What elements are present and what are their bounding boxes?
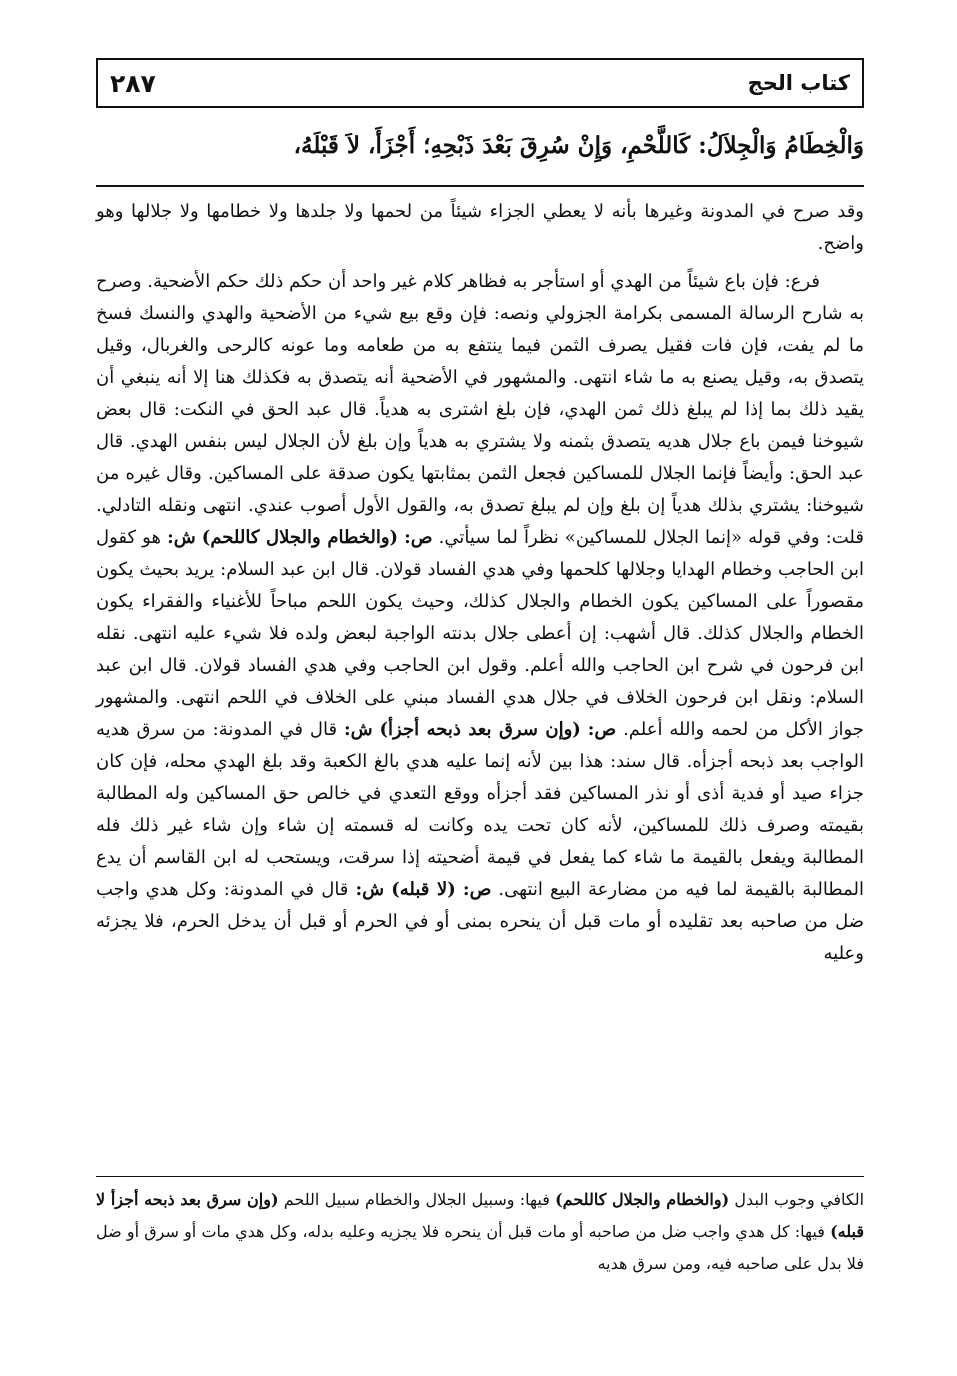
footnote-divider bbox=[96, 1176, 864, 1177]
footnote-text-2: فيها: كل هدي واجب ضل من صاحبه أو مات قبل أن ينحره فلا يجزيه وعليه بدله، وكل هدي مات أو سرق أو ضل فلا بدل على صاحبه فيه، ومن سرق هديه bbox=[96, 1222, 864, 1273]
commentary-body bbox=[96, 196, 864, 976]
footnote-paragraph bbox=[96, 1184, 864, 1280]
footnote-text-1: فيها: وسبيل الجلال والخطام سبيل اللحم bbox=[283, 1190, 550, 1209]
footnote-matn-1: (والخطام والجلال كاللحم) bbox=[555, 1190, 730, 1209]
shin-label: ش: bbox=[167, 527, 196, 548]
footnote-intro: الكافي وجوب البدل bbox=[734, 1190, 865, 1209]
shin-label: ش: bbox=[343, 719, 373, 740]
commentary-text-suriqa: قال في المدونة: من سرق هديه الواجب بعد ذبحه أجزأه. قال سند: هذا بين لأنه إنما عليه هدي بالغ الكعبة وقد بلغ الهدي محله، فإن كان جزاء صيد أو فدية أذى أو نذر المساكين فقد أجزأه ووقع التعدي في خالص حق المساكين وله المطالبة بقيمته وصرف ذلك للمساكين، لأنه كان تحت يده وكانت له قسمته إن شاء وإن شاء غير ذلك فله المطالبة ويفعل بالقيمة ما شاء كما يفعل في قيمة أضحيته إذا سرقت، ويستحب له ابن القاسم أن يدع المطالبة بالقيمة لما فيه من مضارعة البيع انتهى. bbox=[96, 719, 864, 900]
footnote-matn-2: (وإن سرق بعد ذبحه أجزأ لا قبله) bbox=[96, 1190, 864, 1241]
commentary-text-far: فرع: فإن باع شيئاً من الهدي أو استأجر به فظاهر كلام غير واحد أن حكم ذلك حكم الأضحية. وصرح به شارح الرسالة المسمى بكرامة الجزولي ونصه: فإن وقع بيع شيء من الأضحية والهدي والنسك فسخ ما لم يفت، فإن فات فقيل يصرف الثمن فيما ينتفع به من طعامه وما عونه كالرحى والغربال، وقيل يتصدق به، وقيل يصنع به ما شاء انتهى. والمشهور في الأضحية أنه يتصدق به فكذلك هنا إلا أنه ينبغي أن يقيد ذلك بما إذا لم يبلغ ذلك ثمن الهدي، فإن بلغ اشترى به هدياً. قال عبد الحق في النكت: قال بعض شيوخنا فيمن باع جلال هديه يتصدق بثمنه ولا يشتري به هدياً وإن بلغ لأن الجلال ليس بنفس الهدي. قال عبد الحق: وأيضاً فإنما الجلال للمساكين فجعل الثمن بمثابتها يكون صدقة على المساكين. وقال غيره من شيوخنا: يشتري بذلك هدياً إن بلغ وإن لم يبلغ تصدق به، والقول الأول أصوب عندي. انتهى ونقله التادلي. قلت: وفي قوله «إنما الجلال للمساكين» نظراً لما سيأتي. bbox=[96, 271, 864, 548]
commentary-paragraph-1: وقد صرح في المدونة وغيرها بأنه لا يعطي الجزاء شيئاً من لحمها ولا جلدها ولا خطامها ولا جلالها وهو واضح. bbox=[96, 201, 864, 254]
commentary-paragraph-2 bbox=[96, 266, 864, 970]
matn-quote-khitam: (والخطام والجلال كاللحم) bbox=[201, 527, 399, 548]
sad-label: ص: bbox=[587, 719, 617, 740]
book-title: كتاب الحج bbox=[747, 71, 850, 95]
commentary-text-qablahu: قال في المدونة: وكل هدي واجب ضل من صاحبه بعد تقليده أو مات قبل أن ينحره بمنى أو في الحرم أو قبل أن يدخل الحرم، فلا يجزئه وعليه bbox=[96, 879, 864, 964]
matn-text: وَالْخِطَامُ وَالْجِلاَلُ: كَاللَّحْمِ، وَإِنْ سُرِقَ بَعْدَ ذَبْحِهِ؛ أَجْزَأَ، لاَ قَبْلَهُ، bbox=[293, 132, 864, 159]
matn-divider bbox=[96, 185, 864, 187]
page-header bbox=[96, 58, 864, 108]
matn-quote-qablahu: (لا قبله) bbox=[391, 879, 456, 900]
footnote-section bbox=[96, 1184, 864, 1280]
shin-label: ش: bbox=[355, 879, 385, 900]
commentary-text-khitam: هو كقول ابن الحاجب وخطام الهدايا وجلالها كلحمها وفي هدي الفساد قولان. قال ابن عبد السلام: يريد بحيث يكون مقصوراً على المساكين يكون الخطام والجلال كذلك، وحيث يكون اللحم مباحاً للأغنياء والفقراء يكون الخطام والجلال كذلك. قال أشهب: إن أعطى جلال بدنته الواجبة لبعض ولده فلا شيء عليه انتهى. نقله ابن فرحون في شرح ابن الحاجب والله أعلم. وقول ابن الحاجب وفي هدي الفساد قولان. قال ابن عبد السلام: ونقل ابن فرحون الخلاف في جلال هدي الفساد مبني على الخلاف في اللحم انتهى. والمشهور جواز الأكل من لحمه والله أعلم. bbox=[96, 527, 864, 740]
matn-quote-suriqa: (وإن سرق بعد ذبحه أجزأ) bbox=[379, 719, 581, 740]
page-number: ٢٨٧ bbox=[110, 68, 156, 98]
sad-label: ص: bbox=[462, 879, 492, 900]
sad-label: ص: bbox=[404, 527, 433, 548]
